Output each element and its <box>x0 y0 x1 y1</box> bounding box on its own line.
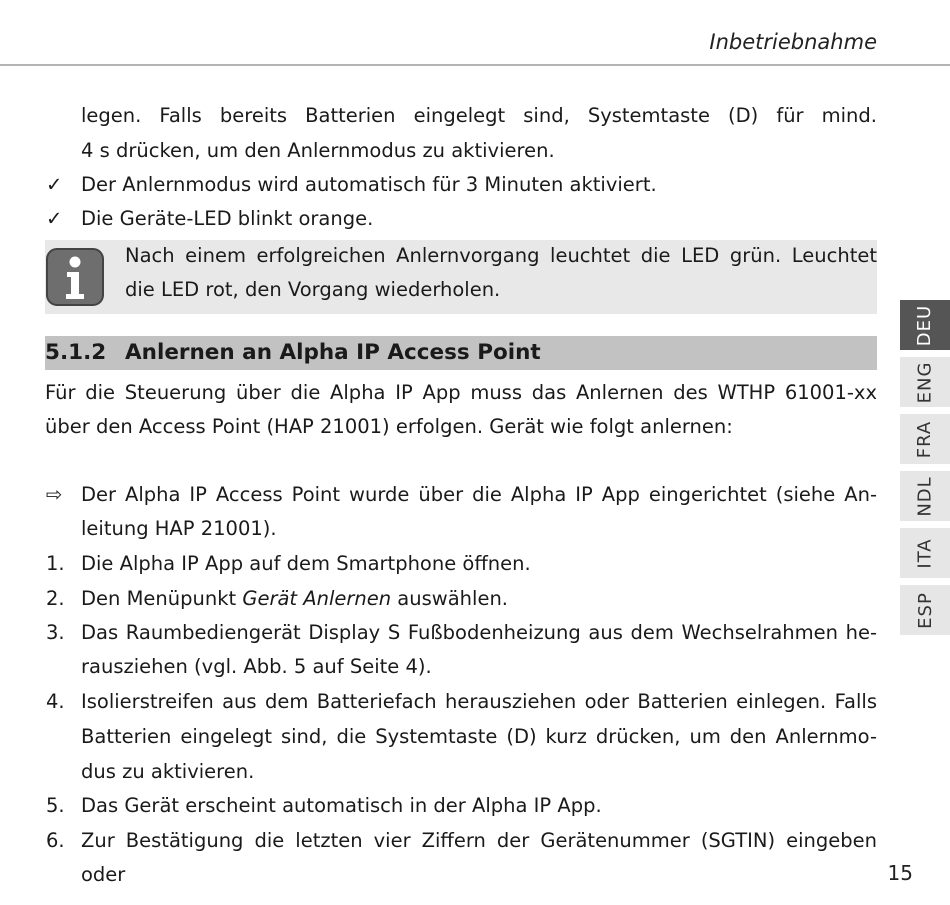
step-number: 6. <box>46 829 65 852</box>
intro-line-2: 4 s drücken, um den Anlernmodus zu aktivieren. <box>81 139 555 162</box>
lang-tab-fra[interactable]: FRA <box>900 414 950 464</box>
step-3-line-1: Das Raumbediengerät Display S Fußbodenheizung aus dem Wechselrahmen he- <box>81 621 877 644</box>
step-number: 1. <box>46 552 65 575</box>
header-rule <box>0 64 950 66</box>
step-2-text-pre: Den Menüpunkt <box>81 587 243 610</box>
prereq-line-2: leitung HAP 21001). <box>81 517 277 540</box>
check-item-2: Die Geräte-LED blinkt orange. <box>81 207 374 230</box>
step-4-line-1: Isolierstreifen aus dem Batteriefach herausziehen oder Batterien einlegen. Falls <box>81 690 877 713</box>
section-number: 5.1.2 <box>45 340 107 365</box>
lang-tab-ita[interactable]: ITA <box>900 528 950 578</box>
section-heading <box>45 336 541 370</box>
step-number: 2. <box>46 587 65 610</box>
checkmark-icon: ✓ <box>46 207 63 230</box>
page-number: 15 <box>887 861 913 885</box>
info-icon <box>46 248 104 306</box>
step-2-text-post: auswählen. <box>391 587 509 610</box>
step-number: 4. <box>46 690 65 713</box>
step-1-line-1: Die Alpha IP App auf dem Smartphone öffnen. <box>81 552 531 575</box>
lang-tab-ndl[interactable]: NDL <box>900 471 950 521</box>
intro-line-1: legen. Falls bereits Batterien eingelegt sind, Systemtaste (D) für mind. <box>81 104 877 127</box>
lang-tab-esp[interactable]: ESP <box>900 585 950 635</box>
lang-tab-eng[interactable]: ENG <box>900 357 950 407</box>
step-3-line-2: rausziehen (vgl. Abb. 5 auf Seite 4). <box>81 655 432 678</box>
section-paragraph-line-1: Für die Steuerung über die Alpha IP App muss das Anlernen des WTHP 61001-xx <box>45 381 877 404</box>
step-2-line-1 <box>81 582 877 616</box>
check-item-1: Der Anlernmodus wird automatisch für 3 Minuten aktiviert. <box>81 173 657 196</box>
arrow-right-icon: ⇨ <box>46 483 63 506</box>
step-6-line-1: Zur Bestätigung die letzten vier Ziffern der Gerätenummer (SGTIN) eingeben oder <box>81 829 877 886</box>
section-title: Anlernen an Alpha IP Access Point <box>125 340 541 365</box>
lang-tab-deu[interactable]: DEU <box>900 300 950 350</box>
step-5-line-1: Das Gerät erscheint automatisch in der Alpha IP App. <box>81 794 602 817</box>
step-number: 5. <box>46 794 65 817</box>
step-2-menu-item: Gerät Anlernen <box>242 587 392 610</box>
note-line-2: die LED rot, den Vorgang wiederholen. <box>125 278 501 301</box>
page-header-title: Inbetriebnahme <box>709 30 877 54</box>
step-4-line-2: Batterien eingelegt sind, die Systemtaste (D) kurz drücken, um den Anlernmo- <box>81 725 877 748</box>
prereq-line-1: Der Alpha IP Access Point wurde über die Alpha IP App eingerichtet (siehe An- <box>81 483 877 506</box>
checkmark-icon: ✓ <box>46 173 63 196</box>
step-number: 3. <box>46 621 65 644</box>
section-paragraph-line-2: über den Access Point (HAP 21001) erfolgen. Gerät wie folgt anlernen: <box>45 415 733 438</box>
step-4-line-3: dus zu aktivieren. <box>81 760 255 783</box>
note-line-1: Nach einem erfolgreichen Anlernvorgang leuchtet die LED grün. Leuchtet <box>125 244 877 267</box>
